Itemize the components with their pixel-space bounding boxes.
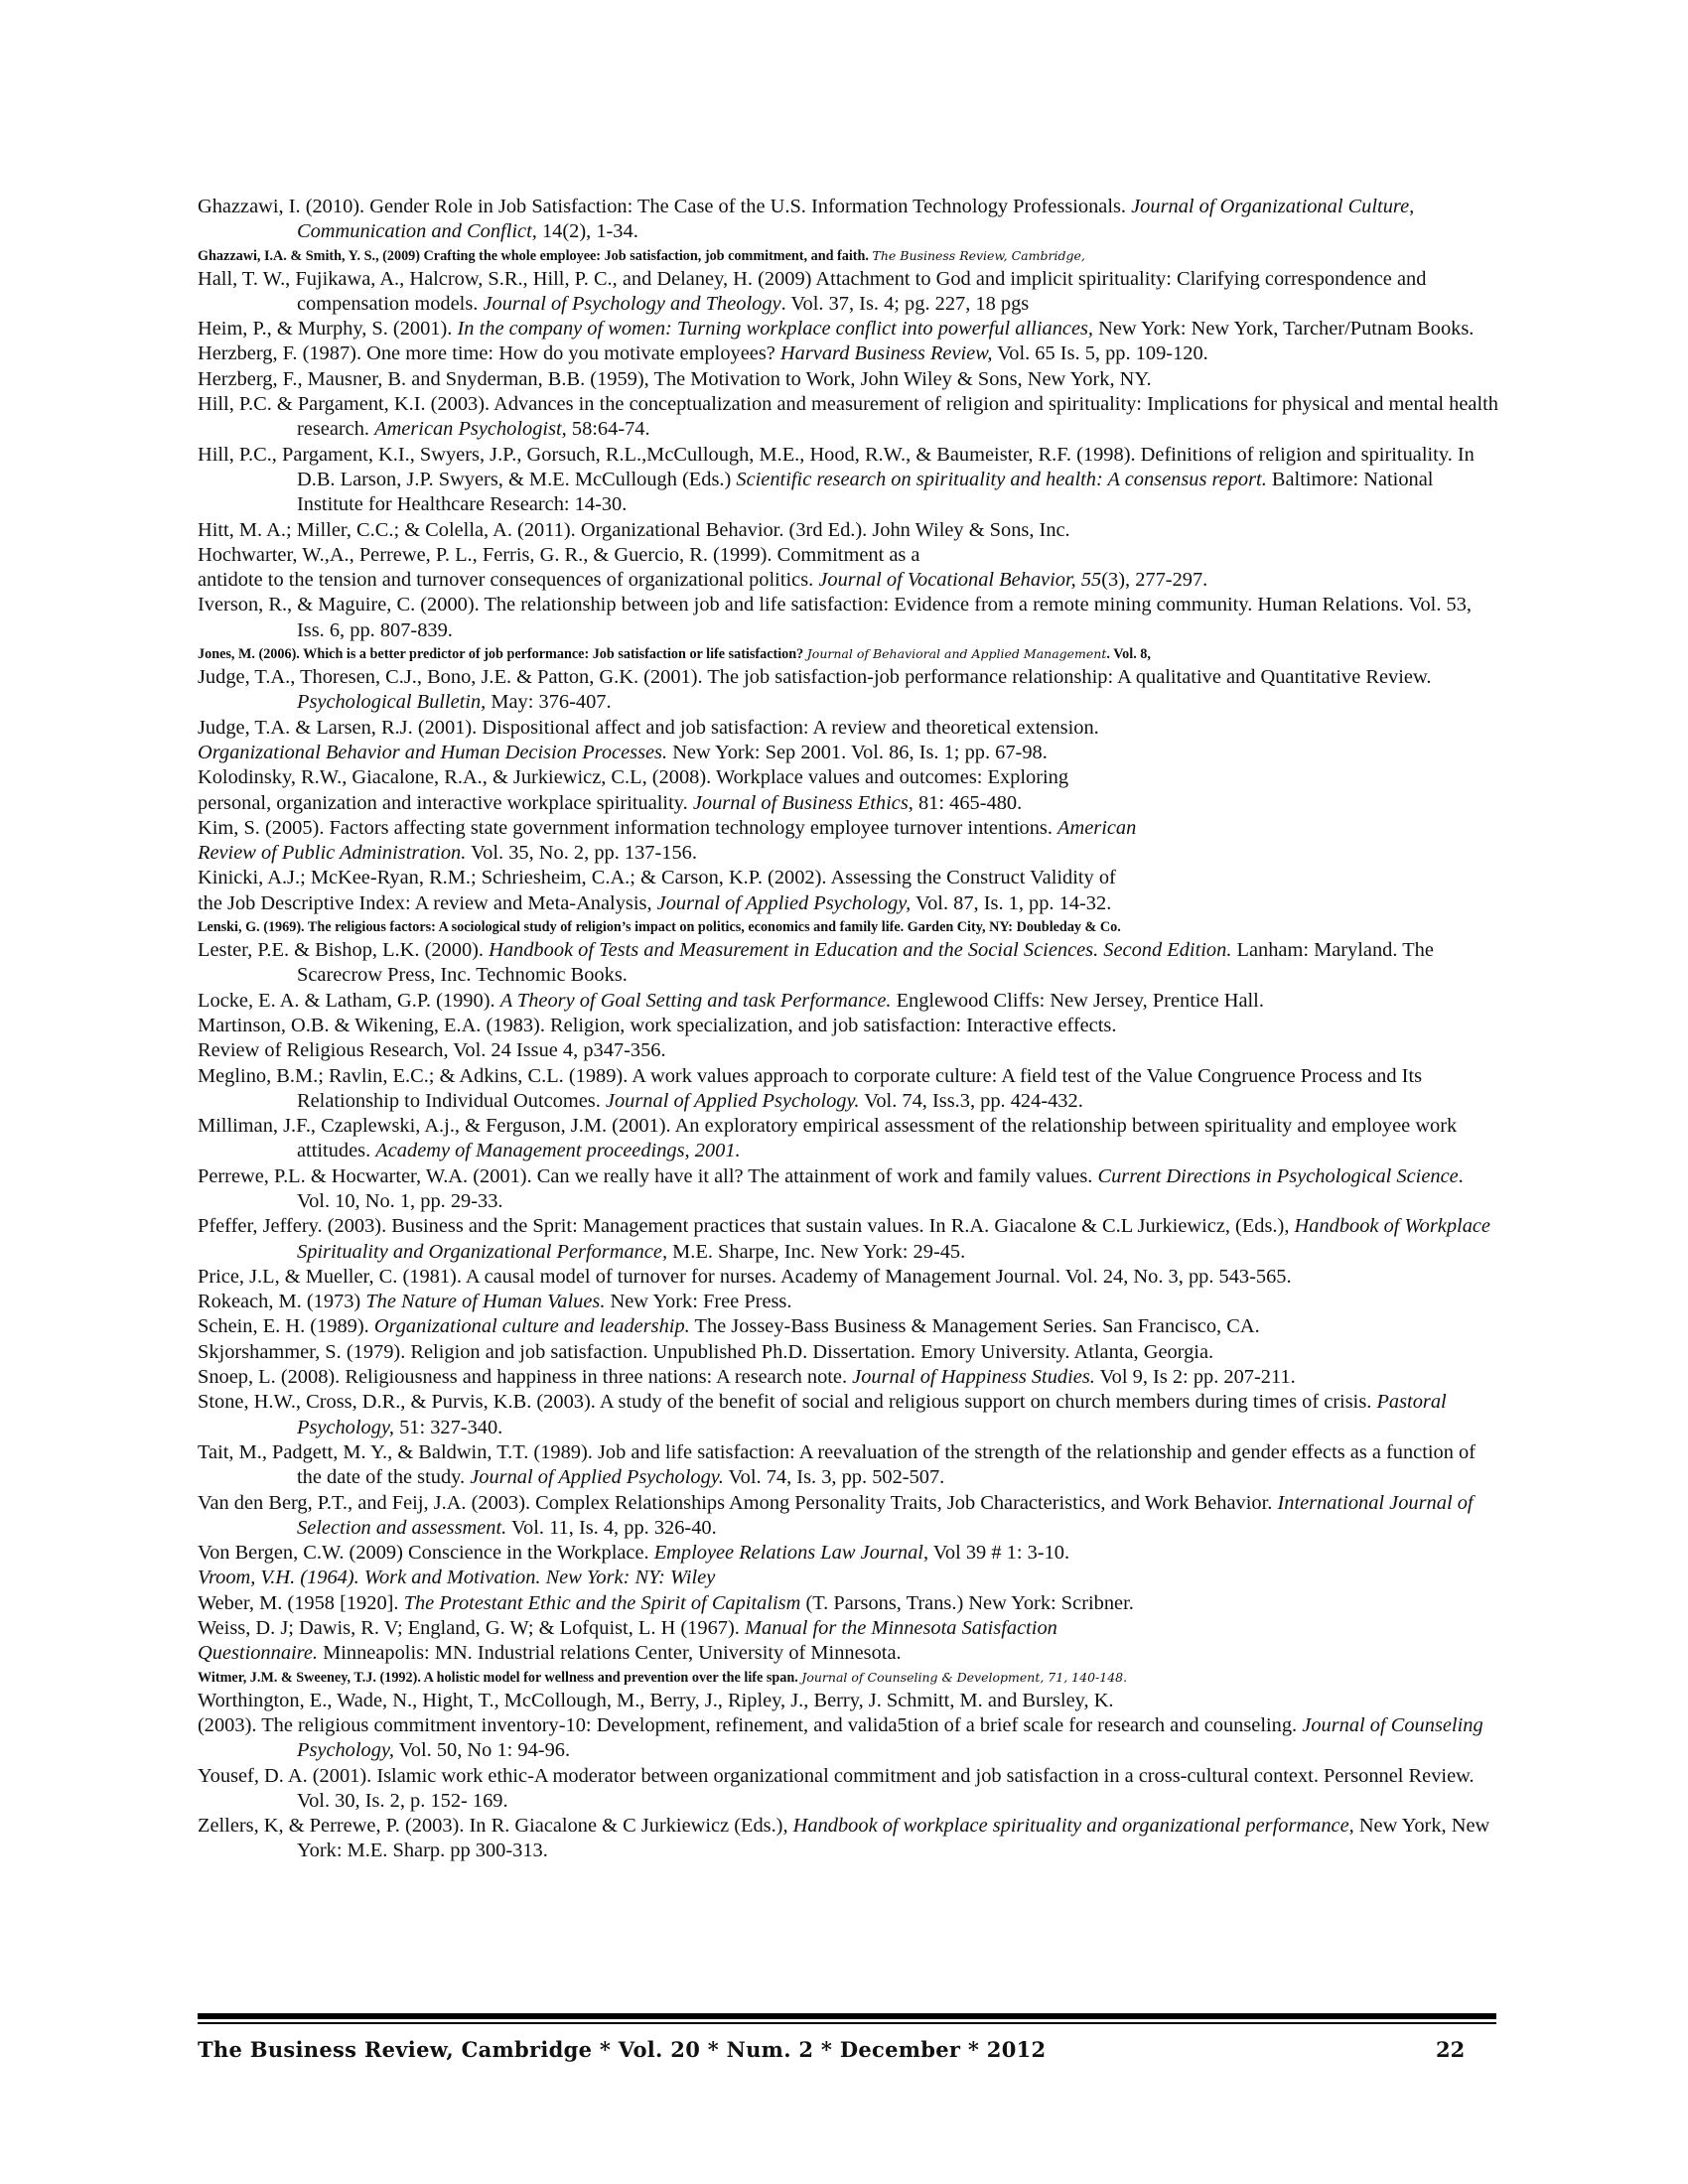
reference-italic-text: Journal of Counseling & Development, 71, 140-148.	[801, 1669, 1128, 1685]
reference-italic-text: American	[1057, 816, 1137, 839]
reference-text: . Vol. 10, No. 1, pp. 29-33.	[297, 1164, 1464, 1212]
reference-italic-text: Current Directions in Psychological Science	[1097, 1164, 1459, 1187]
reference-entry	[198, 1541, 1498, 1566]
reference-text: Locke, E. A. & Latham, G.P. (1990).	[198, 989, 500, 1012]
reference-italic-text: Journal of Applied Psychology.	[605, 1089, 860, 1112]
reference-text: Witmer, J.M. & Sweeney, T.J. (1992). A holistic model for wellness and prevention over the life span.	[198, 1669, 802, 1686]
reference-text: (2003). The religious commitment inventory-10: Development, refinement, and valida5tion of a brief scale for research and counseling.	[198, 1713, 1303, 1736]
reference-text: Lenski, G. (1969). The religious factors: A sociological study of religion’s impact on politics, economics and family life. Garden City, NY: Doubleday & Co.	[198, 919, 1121, 936]
reference-italic-text: Handbook of Workplace Spirituality and Organizational Performance,	[297, 1215, 1490, 1263]
reference-entry	[198, 816, 1498, 841]
reference-text: . Vol. 37, Is. 4; pg. 227, 18 pgs	[780, 292, 1030, 315]
reference-text: Hochwarter, W.,A., Perrewe, P. L., Ferris, G. R., & Guercio, R. (1999). Commitment as a	[198, 543, 920, 566]
reference-text: New York: Free Press.	[605, 1291, 792, 1313]
reference-text: Skjorshammer, S. (1979). Religion and job satisfaction. Unpublished Ph.D. Dissertation. Emory University. Atlanta, Georgia.	[198, 1340, 1214, 1363]
reference-text: , Vol 39 # 1: 3-10.	[922, 1542, 1070, 1565]
reference-text: Vol. 35, No. 2, pp. 137-156.	[466, 842, 697, 865]
reference-entry	[198, 1491, 1498, 1542]
reference-text: 81: 465-480.	[913, 791, 1023, 814]
reference-text: Vol. 50, No 1: 94-96.	[393, 1739, 571, 1762]
reference-italic-text: Journal of Applied Psychology,	[656, 891, 912, 914]
reference-text: Kolodinsky, R.W., Giacalone, R.A., & Jurkiewicz, C.L, (2008). Workplace values and outcomes: Exploring	[198, 766, 1069, 789]
reference-text: Tait, M., Padgett, M. Y., & Baldwin, T.T. (1989). Job and life satisfaction: A reevaluation of the strength of the relationship and gender effects as a function of the date of the study.	[198, 1440, 1477, 1489]
reference-entry	[198, 1314, 1498, 1339]
reference-entry	[198, 1616, 1498, 1641]
reference-entry	[198, 1014, 1498, 1038]
reference-text: Zellers, K, & Perrewe, P. (2003). In R. Giacalone & C Jurkiewicz (Eds.),	[198, 1815, 793, 1838]
reference-text: Review of Religious Research, Vol. 24 Issue 4, p347-356.	[198, 1039, 666, 1062]
reference-text: Kinicki, A.J.; McKee-Ryan, R.M.; Schriesheim, C.A.; & Carson, K.P. (2002). Assessing the Construct Validity of	[198, 867, 1116, 889]
reference-text: Vol 9, Is 2: pp. 207-211.	[1094, 1366, 1296, 1389]
reference-entry	[198, 841, 1498, 866]
reference-text: Herzberg, F. (1987). One more time: How do you motivate employees?	[198, 342, 780, 365]
reference-text: Van den Berg, P.T., and Feij, J.A. (2003). Complex Relationships Among Personality Traits, Job Characteristics, and Work Behavior.	[198, 1491, 1278, 1514]
reference-entry	[198, 195, 1498, 245]
reference-text: Meglino, B.M.; Ravlin, E.C.; & Adkins, C.L. (1989). A work values approach to corporate culture: A field test of the Value Congruence Process and Its Relationship to Individual Outcomes.	[198, 1064, 1423, 1112]
reference-text: New York: New York, Tarcher/Putnam Books.	[1093, 318, 1475, 341]
reference-italic-text: Journal of Happiness Studies.	[852, 1366, 1095, 1389]
reference-text: Hall, T. W., Fujikawa, A., Halcrow, S.R., Hill, P. C., and Delaney, H. (2009) Attachment to God and implicit spirituality: Clarifying correspondence and compensation models.	[198, 267, 1427, 315]
reference-entry	[198, 367, 1498, 392]
reference-italic-text: Psychological Bulletin,	[297, 691, 487, 714]
reference-text: Kim, S. (2005). Factors affecting state government information technology employee turnover intentions.	[198, 816, 1058, 839]
reference-text: 14(2), 1-34.	[536, 220, 638, 243]
reference-text: Von Bergen, C.W. (2009) Conscience in the Workplace.	[198, 1542, 654, 1565]
reference-entry	[198, 392, 1498, 443]
reference-entry	[198, 665, 1498, 716]
reference-entry	[198, 267, 1498, 318]
reference-italic-text: The Nature of Human Values.	[365, 1291, 606, 1313]
reference-text: Vol. 74, Iss.3, pp. 424-432.	[859, 1089, 1083, 1112]
reference-italic-text: In the company of women: Turning workplace conflict into powerful alliances,	[457, 318, 1094, 341]
reference-entry	[198, 741, 1498, 765]
reference-entry	[198, 891, 1498, 916]
reference-text: Englewood Cliffs: New Jersey, Prentice Hall.	[891, 989, 1264, 1012]
reference-text: 58:64-74.	[566, 418, 650, 441]
reference-italic-text: Organizational culture and leadership.	[373, 1315, 690, 1338]
reference-text: Yousef, D. A. (2001). Islamic work ethic-A moderator between organizational commitment and job satisfaction in a cross-cultural context. Personnel Review. Vol. 30, Is. 2, p. 152- 169.	[198, 1764, 1475, 1812]
reference-italic-text: International Journal of Selection and assessment.	[297, 1491, 1474, 1539]
reference-text: Minneapolis: MN. Industrial relations Center, University of Minnesota.	[318, 1642, 902, 1665]
reference-entry	[198, 568, 1498, 593]
reference-list	[198, 195, 1498, 1864]
reference-text: Rokeach, M. (1973)	[198, 1291, 366, 1313]
reference-entry	[198, 1667, 1498, 1689]
reference-text: Judge, T.A. & Larsen, R.J. (2001). Dispositional affect and job satisfaction: A review and theoretical extension.	[198, 716, 1099, 739]
reference-text: New York: Sep 2001. Vol. 86, Is. 1; pp. 67-98.	[667, 741, 1048, 763]
reference-text: Price, J.L, & Mueller, C. (1981). A causal model of turnover for nurses. Academy of Management Journal. Vol. 24, No. 3, pp. 543-565.	[198, 1265, 1292, 1288]
reference-entry	[198, 1114, 1498, 1164]
reference-entry	[198, 1764, 1498, 1815]
reference-italic-text: The Protestant Ethic and the Spirit of Capitalism	[403, 1591, 801, 1614]
reference-italic-text: Handbook of Tests and Measurement in Education and the Social Sciences. Second Edition.	[489, 939, 1232, 962]
reference-text: Ghazzawi, I.A. & Smith, Y. S., (2009) Crafting the whole employee: Job satisfaction, job commitment, and faith.	[198, 247, 873, 264]
reference-italic-text: Journal of Vocational Behavior, 55	[818, 569, 1102, 592]
reference-italic-text: Organizational Behavior and Human Decision Processes.	[198, 741, 668, 763]
reference-text: Judge, T.A., Thoresen, C.J., Bono, J.E. & Patton, G.K. (2001). The job satisfaction-job performance relationship: A qualitative and Quantitative Review.	[198, 666, 1432, 689]
reference-italic-text: Journal of Behavioral and Applied Management	[806, 646, 1107, 662]
reference-text: Hitt, M. A.; Miller, C.C.; & Colella, A. (2011). Organizational Behavior. (3rd Ed.). John Wiley & Sons, Inc.	[198, 518, 1070, 541]
reference-entry	[198, 1365, 1498, 1390]
reference-text: Heim, P., & Murphy, S. (2001).	[198, 318, 458, 341]
reference-italic-text: Harvard Business Review,	[779, 342, 993, 365]
reference-entry	[198, 518, 1498, 543]
reference-text: Vol. 74, Is. 3, pp. 502-507.	[723, 1466, 945, 1489]
reference-entry	[198, 791, 1498, 816]
footer-journal-info: The Business Review, Cambridge * Vol. 20 * Num. 2 * December * 2012	[198, 2037, 1047, 2062]
reference-entry	[198, 245, 1498, 267]
reference-entry	[198, 1390, 1498, 1440]
reference-text: the Job Descriptive Index: A review and Meta-Analysis,	[198, 891, 657, 914]
reference-entry	[198, 866, 1498, 890]
reference-entry	[198, 1038, 1498, 1063]
reference-entry	[198, 716, 1498, 741]
reference-text: 51: 327-340.	[393, 1416, 503, 1438]
reference-italic-text: Journal of Psychology and Theology	[483, 292, 781, 315]
reference-italic-text: Questionnaire.	[198, 1642, 319, 1665]
reference-entry	[198, 1814, 1498, 1864]
reference-italic-text: Review of Public Administration.	[198, 842, 467, 865]
page-number: 22	[1436, 2037, 1466, 2062]
reference-text: Jones, M. (2006). Which is a better predictor of job performance: Job satisfaction or life satisfaction?	[198, 646, 807, 663]
reference-text: Schein, E. H. (1989).	[198, 1315, 374, 1338]
reference-italic-text: Journal of Organizational Culture, Communication and Conflict,	[297, 196, 1415, 243]
reference-entry	[198, 765, 1498, 790]
reference-entry	[198, 1340, 1498, 1365]
reference-italic-text: American Psychologist,	[374, 418, 567, 441]
reference-text: May: 376-407.	[486, 691, 612, 714]
reference-entry	[198, 1064, 1498, 1115]
reference-entry	[198, 443, 1498, 518]
reference-text: Snoep, L. (2008). Religiousness and happiness in three nations: A research note.	[198, 1366, 853, 1389]
reference-text: Perrewe, P.L. & Hocwarter, W.A. (2001). Can we really have it all? The attainment of work and family values.	[198, 1164, 1098, 1187]
reference-text: (3), 277-297.	[1101, 569, 1208, 592]
reference-text: Lanham: Maryland. The Scarecrow Press, Inc. Technomic Books.	[297, 939, 1434, 987]
reference-italic-text: Vroom, V.H. (1964). Work and Motivation. New York: NY: Wiley	[198, 1567, 716, 1589]
reference-entry	[198, 989, 1498, 1014]
reference-text: (T. Parsons, Trans.) New York: Scribner.	[800, 1591, 1134, 1614]
reference-text: Iverson, R., & Maguire, C. (2000). The relationship between job and life satisfaction: Evidence from a remote mining community. Human Relations. Vol. 53, Iss. 6, pp. 807-839.	[198, 594, 1473, 641]
reference-italic-text: Journal of Business Ethics,	[692, 791, 914, 814]
reference-text: personal, organization and interactive workplace spirituality.	[198, 791, 693, 814]
reference-text: , New York, New York: M.E. Sharp. pp 300-313.	[297, 1815, 1490, 1862]
reference-entry	[198, 317, 1498, 341]
reference-text: Pfeffer, Jeffery. (2003). Business and the Sprit: Management practices that sustain values. In R.A. Giacalone & C.L Jurkiewicz, (Eds.),	[198, 1215, 1295, 1238]
footer-rule-thin	[198, 2022, 1496, 2024]
reference-text: Lester, P.E. & Bishop, L.K. (2000).	[198, 939, 490, 962]
reference-text: Worthington, E., Wade, N., Hight, T., McCollough, M., Berry, J., Ripley, J., Berry, J. Schmitt, M. and Bursley, K.	[198, 1689, 1114, 1711]
reference-entry	[198, 543, 1498, 568]
reference-entry	[198, 1713, 1498, 1764]
reference-entry	[198, 341, 1498, 366]
reference-text: Hill, P.C. & Pargament, K.I. (2003). Advances in the conceptualization and measurement of religion and spirituality: Implications for physical and mental health research.	[198, 393, 1498, 441]
reference-entry	[198, 1214, 1498, 1265]
reference-text: Weiss, D. J; Dawis, R. V; England, G. W; & Lofquist, L. H (1967).	[198, 1617, 745, 1640]
reference-text: Baltimore: National Institute for Healthcare Research: 14-30.	[297, 468, 1434, 516]
reference-entry	[198, 1440, 1498, 1491]
reference-text: Martinson, O.B. & Wikening, E.A. (1983). Religion, work specialization, and job satisfaction: Interactive effects.	[198, 1014, 1117, 1036]
reference-italic-text: Pastoral Psychology,	[297, 1391, 1447, 1438]
reference-text: Stone, H.W., Cross, D.R., & Purvis, K.B. (2003). A study of the benefit of social and religious support on church members during times of crisis.	[198, 1391, 1377, 1414]
reference-text: M.E. Sharpe, Inc. New York: 29-45.	[667, 1240, 966, 1263]
reference-italic-text: Employee Relations Law Journal	[653, 1542, 923, 1565]
reference-entry	[198, 1641, 1498, 1666]
reference-italic-text: Manual for the Minnesota Satisfaction	[744, 1617, 1057, 1640]
reference-text: Milliman, J.F., Czaplewski, A.j., & Ferguson, J.M. (2001). An exploratory empirical assessment of the relationship between spirituality and employee work attitudes.	[198, 1115, 1458, 1162]
footer-rule	[198, 2013, 1496, 2019]
reference-italic-text: Academy of Management proceedings, 2001.	[375, 1140, 741, 1162]
reference-italic-text: A Theory of Goal Setting and task Performance.	[499, 989, 892, 1012]
reference-entry	[198, 1566, 1498, 1590]
reference-text: antidote to the tension and turnover consequences of organizational politics.	[198, 569, 819, 592]
reference-text: Ghazzawi, I. (2010). Gender Role in Job Satisfaction: The Case of the U.S. Information Technology Professionals.	[198, 196, 1132, 217]
reference-italic-text: Journal of Applied Psychology.	[470, 1466, 724, 1489]
reference-italic-text: The Business Review, Cambridge,	[872, 247, 1085, 263]
reference-text: The Jossey-Bass Business & Management Series. San Francisco, CA.	[689, 1315, 1260, 1338]
reference-entry	[198, 1591, 1498, 1616]
reference-text: Vol. 87, Is. 1, pp. 14-32.	[911, 891, 1112, 914]
reference-text: Herzberg, F., Mausner, B. and Snyderman, B.B. (1959), The Motivation to Work, John Wiley & Sons, New York, NY.	[198, 367, 1152, 390]
reference-entry	[198, 593, 1498, 643]
reference-entry	[198, 1689, 1498, 1713]
reference-text: Vol. 65 Is. 5, pp. 109-120.	[992, 342, 1208, 365]
reference-italic-text: Scientific research on spirituality and health: A consensus report.	[736, 468, 1267, 490]
reference-entry	[198, 916, 1498, 938]
reference-italic-text: Journal of Counseling Psychology,	[297, 1713, 1483, 1762]
reference-entry	[198, 1265, 1498, 1290]
reference-entry	[198, 1290, 1498, 1314]
reference-text: Vol. 11, Is. 4, pp. 326-40.	[506, 1516, 717, 1539]
reference-text: Hill, P.C., Pargament, K.I., Swyers, J.P., Gorsuch, R.L.,McCullough, M.E., Hood, R.W., & Baumeister, R.F. (1998). Definitions of religion and spirituality. In D.B. Larson, J.P. Swyers, & M.E. McCullough (Eds.)	[198, 443, 1475, 490]
reference-text: . Vol. 8,	[1106, 646, 1151, 663]
reference-entry	[198, 1164, 1498, 1215]
reference-text: Weber, M. (1958 [1920].	[198, 1591, 404, 1614]
reference-entry	[198, 643, 1498, 665]
reference-italic-text: Handbook of workplace spirituality and organizational performance	[792, 1815, 1349, 1838]
reference-entry	[198, 938, 1498, 989]
